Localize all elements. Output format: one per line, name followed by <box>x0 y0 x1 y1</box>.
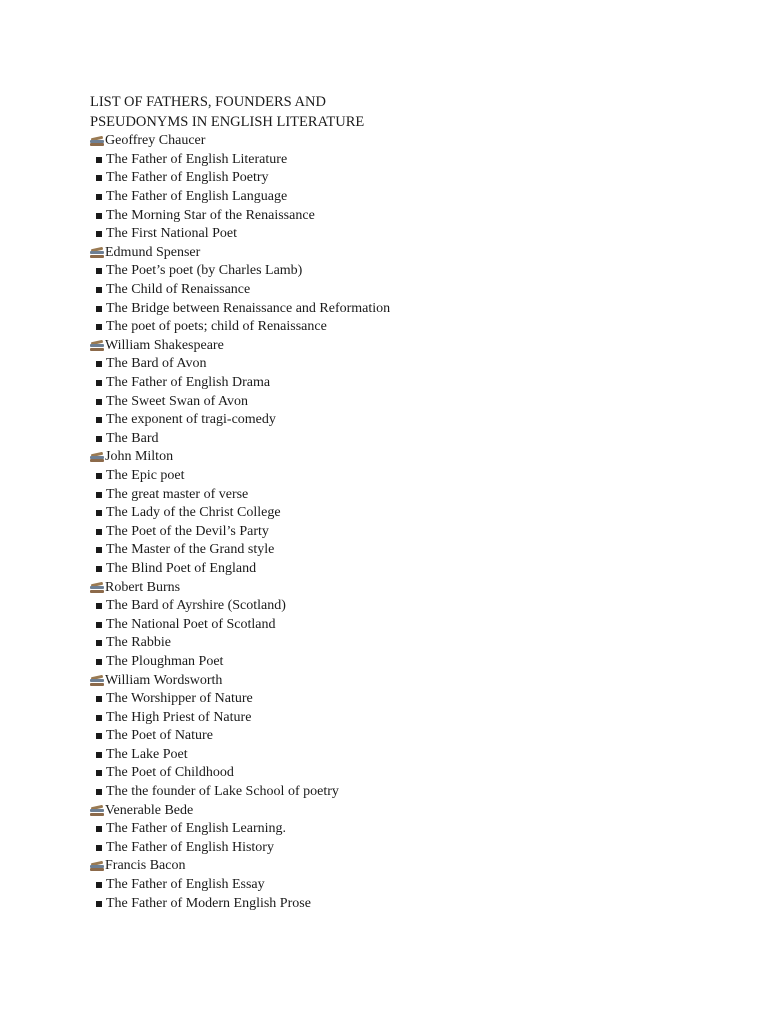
title-text: The Bard <box>106 430 159 446</box>
square-bullet-icon <box>96 510 102 516</box>
square-bullet-icon <box>96 529 102 535</box>
list-item <box>90 746 730 765</box>
square-bullet-icon <box>96 194 102 200</box>
square-bullet-icon <box>96 696 102 702</box>
title-text: The great master of verse <box>106 486 249 502</box>
list-item <box>90 281 730 300</box>
title-text: The Father of English Literature <box>106 151 288 167</box>
author-name: Robert Burns <box>105 579 181 595</box>
square-bullet-icon <box>96 789 102 795</box>
books-icon <box>90 675 104 686</box>
square-bullet-icon <box>96 213 102 219</box>
title-text: The Bridge between Renaissance and Reformation <box>106 300 391 316</box>
title-text: The Father of English Learning. <box>106 821 287 837</box>
author-section <box>90 671 730 801</box>
author-heading <box>90 132 730 151</box>
title-text: The Father of English Drama <box>106 375 271 391</box>
square-bullet-icon <box>96 324 102 330</box>
author-section <box>90 132 730 244</box>
list-item <box>90 634 730 653</box>
author-heading <box>90 337 730 356</box>
square-bullet-icon <box>96 306 102 312</box>
square-bullet-icon <box>96 361 102 367</box>
list-item <box>90 820 730 839</box>
square-bullet-icon <box>96 473 102 479</box>
title-line: PSEUDONYMS IN ENGLISH LITERATURE <box>90 114 365 130</box>
author-list <box>90 132 730 913</box>
square-bullet-icon <box>96 268 102 274</box>
title-text: The Poet of the Devil’s Party <box>106 523 269 539</box>
square-bullet-icon <box>96 752 102 758</box>
title-text: The Father of English Essay <box>106 877 265 893</box>
list-item <box>90 188 730 207</box>
square-bullet-icon <box>96 380 102 386</box>
title-text: The Sweet Swan of Avon <box>106 393 249 409</box>
author-name: Venerable Bede <box>105 802 194 818</box>
title-text: The Ploughman Poet <box>106 653 224 669</box>
square-bullet-icon <box>96 157 102 163</box>
list-item <box>90 430 730 449</box>
square-bullet-icon <box>96 733 102 739</box>
author-heading <box>90 671 730 690</box>
author-section <box>90 244 730 337</box>
title-text: The Morning Star of the Renaissance <box>106 207 315 223</box>
square-bullet-icon <box>96 845 102 851</box>
document-page <box>90 92 730 913</box>
title-text: The Poet of Childhood <box>106 765 234 781</box>
square-bullet-icon <box>96 770 102 776</box>
list-item <box>90 690 730 709</box>
title-text: The Blind Poet of England <box>106 560 257 576</box>
square-bullet-icon <box>96 231 102 237</box>
square-bullet-icon <box>96 399 102 405</box>
author-name: John Milton <box>105 449 174 465</box>
author-name: William Wordsworth <box>105 672 223 688</box>
square-bullet-icon <box>96 826 102 832</box>
square-bullet-icon <box>96 492 102 498</box>
title-text: The the founder of Lake School of poetry <box>106 784 339 800</box>
author-heading <box>90 448 730 467</box>
list-item <box>90 783 730 802</box>
list-item <box>90 653 730 672</box>
author-section <box>90 578 730 671</box>
books-icon <box>90 247 104 258</box>
list-item <box>90 392 730 411</box>
square-bullet-icon <box>96 603 102 609</box>
document-title <box>90 92 730 132</box>
list-item <box>90 541 730 560</box>
list-item <box>90 169 730 188</box>
title-text: The Master of the Grand style <box>106 542 275 558</box>
author-name: Edmund Spenser <box>105 244 201 260</box>
list-item <box>90 225 730 244</box>
list-item <box>90 894 730 913</box>
author-name: Francis Bacon <box>105 858 186 874</box>
title-text: The First National Poet <box>106 226 238 242</box>
square-bullet-icon <box>96 901 102 907</box>
title-text: The Lake Poet <box>106 746 188 762</box>
books-icon <box>90 340 104 351</box>
title-text: The Bard of Ayrshire (Scotland) <box>106 598 286 614</box>
title-text: The poet of poets; child of Renaissance <box>106 319 327 335</box>
author-section <box>90 448 730 578</box>
list-item <box>90 411 730 430</box>
author-name: William Shakespeare <box>105 337 224 353</box>
list-item <box>90 299 730 318</box>
books-icon <box>90 452 104 463</box>
list-item <box>90 839 730 858</box>
author-section <box>90 337 730 449</box>
books-icon <box>90 136 104 147</box>
title-text: The Worshipper of Nature <box>106 691 253 707</box>
square-bullet-icon <box>96 287 102 293</box>
list-item <box>90 504 730 523</box>
square-bullet-icon <box>96 715 102 721</box>
list-item <box>90 560 730 579</box>
author-heading <box>90 857 730 876</box>
list-item <box>90 467 730 486</box>
square-bullet-icon <box>96 436 102 442</box>
title-text: The Lady of the Christ College <box>106 505 281 521</box>
author-section <box>90 801 730 857</box>
title-text: The National Poet of Scotland <box>106 616 276 632</box>
list-item <box>90 262 730 281</box>
square-bullet-icon <box>96 659 102 665</box>
title-text: The Child of Renaissance <box>106 282 251 298</box>
title-text: The Father of English Language <box>106 189 288 205</box>
title-text: The Poet’s poet (by Charles Lamb) <box>106 263 303 279</box>
list-item <box>90 764 730 783</box>
list-item <box>90 318 730 337</box>
title-text: The Bard of Avon <box>106 356 207 372</box>
author-name: Geoffrey Chaucer <box>105 133 206 149</box>
list-item <box>90 206 730 225</box>
list-item <box>90 876 730 895</box>
square-bullet-icon <box>96 417 102 423</box>
books-icon <box>90 582 104 593</box>
books-icon <box>90 861 104 872</box>
title-text: The Epic poet <box>106 467 185 483</box>
list-item <box>90 485 730 504</box>
list-item <box>90 727 730 746</box>
square-bullet-icon <box>96 622 102 628</box>
author-heading <box>90 244 730 263</box>
title-text: The exponent of tragi-comedy <box>106 412 276 428</box>
author-section <box>90 857 730 913</box>
square-bullet-icon <box>96 547 102 553</box>
title-text: The Rabbie <box>106 635 171 651</box>
list-item <box>90 374 730 393</box>
square-bullet-icon <box>96 175 102 181</box>
square-bullet-icon <box>96 882 102 888</box>
title-text: The High Priest of Nature <box>106 709 252 725</box>
list-item <box>90 151 730 170</box>
square-bullet-icon <box>96 640 102 646</box>
books-icon <box>90 805 104 816</box>
list-item <box>90 522 730 541</box>
title-text: The Poet of Nature <box>106 728 213 744</box>
title-text: The Father of English History <box>106 839 274 855</box>
title-line: LIST OF FATHERS, FOUNDERS AND <box>90 94 326 110</box>
square-bullet-icon <box>96 566 102 572</box>
title-text: The Father of English Poetry <box>106 170 269 186</box>
title-text: The Father of Modern English Prose <box>106 895 311 911</box>
author-heading <box>90 578 730 597</box>
list-item <box>90 708 730 727</box>
author-heading <box>90 801 730 820</box>
list-item <box>90 615 730 634</box>
list-item <box>90 355 730 374</box>
list-item <box>90 597 730 616</box>
